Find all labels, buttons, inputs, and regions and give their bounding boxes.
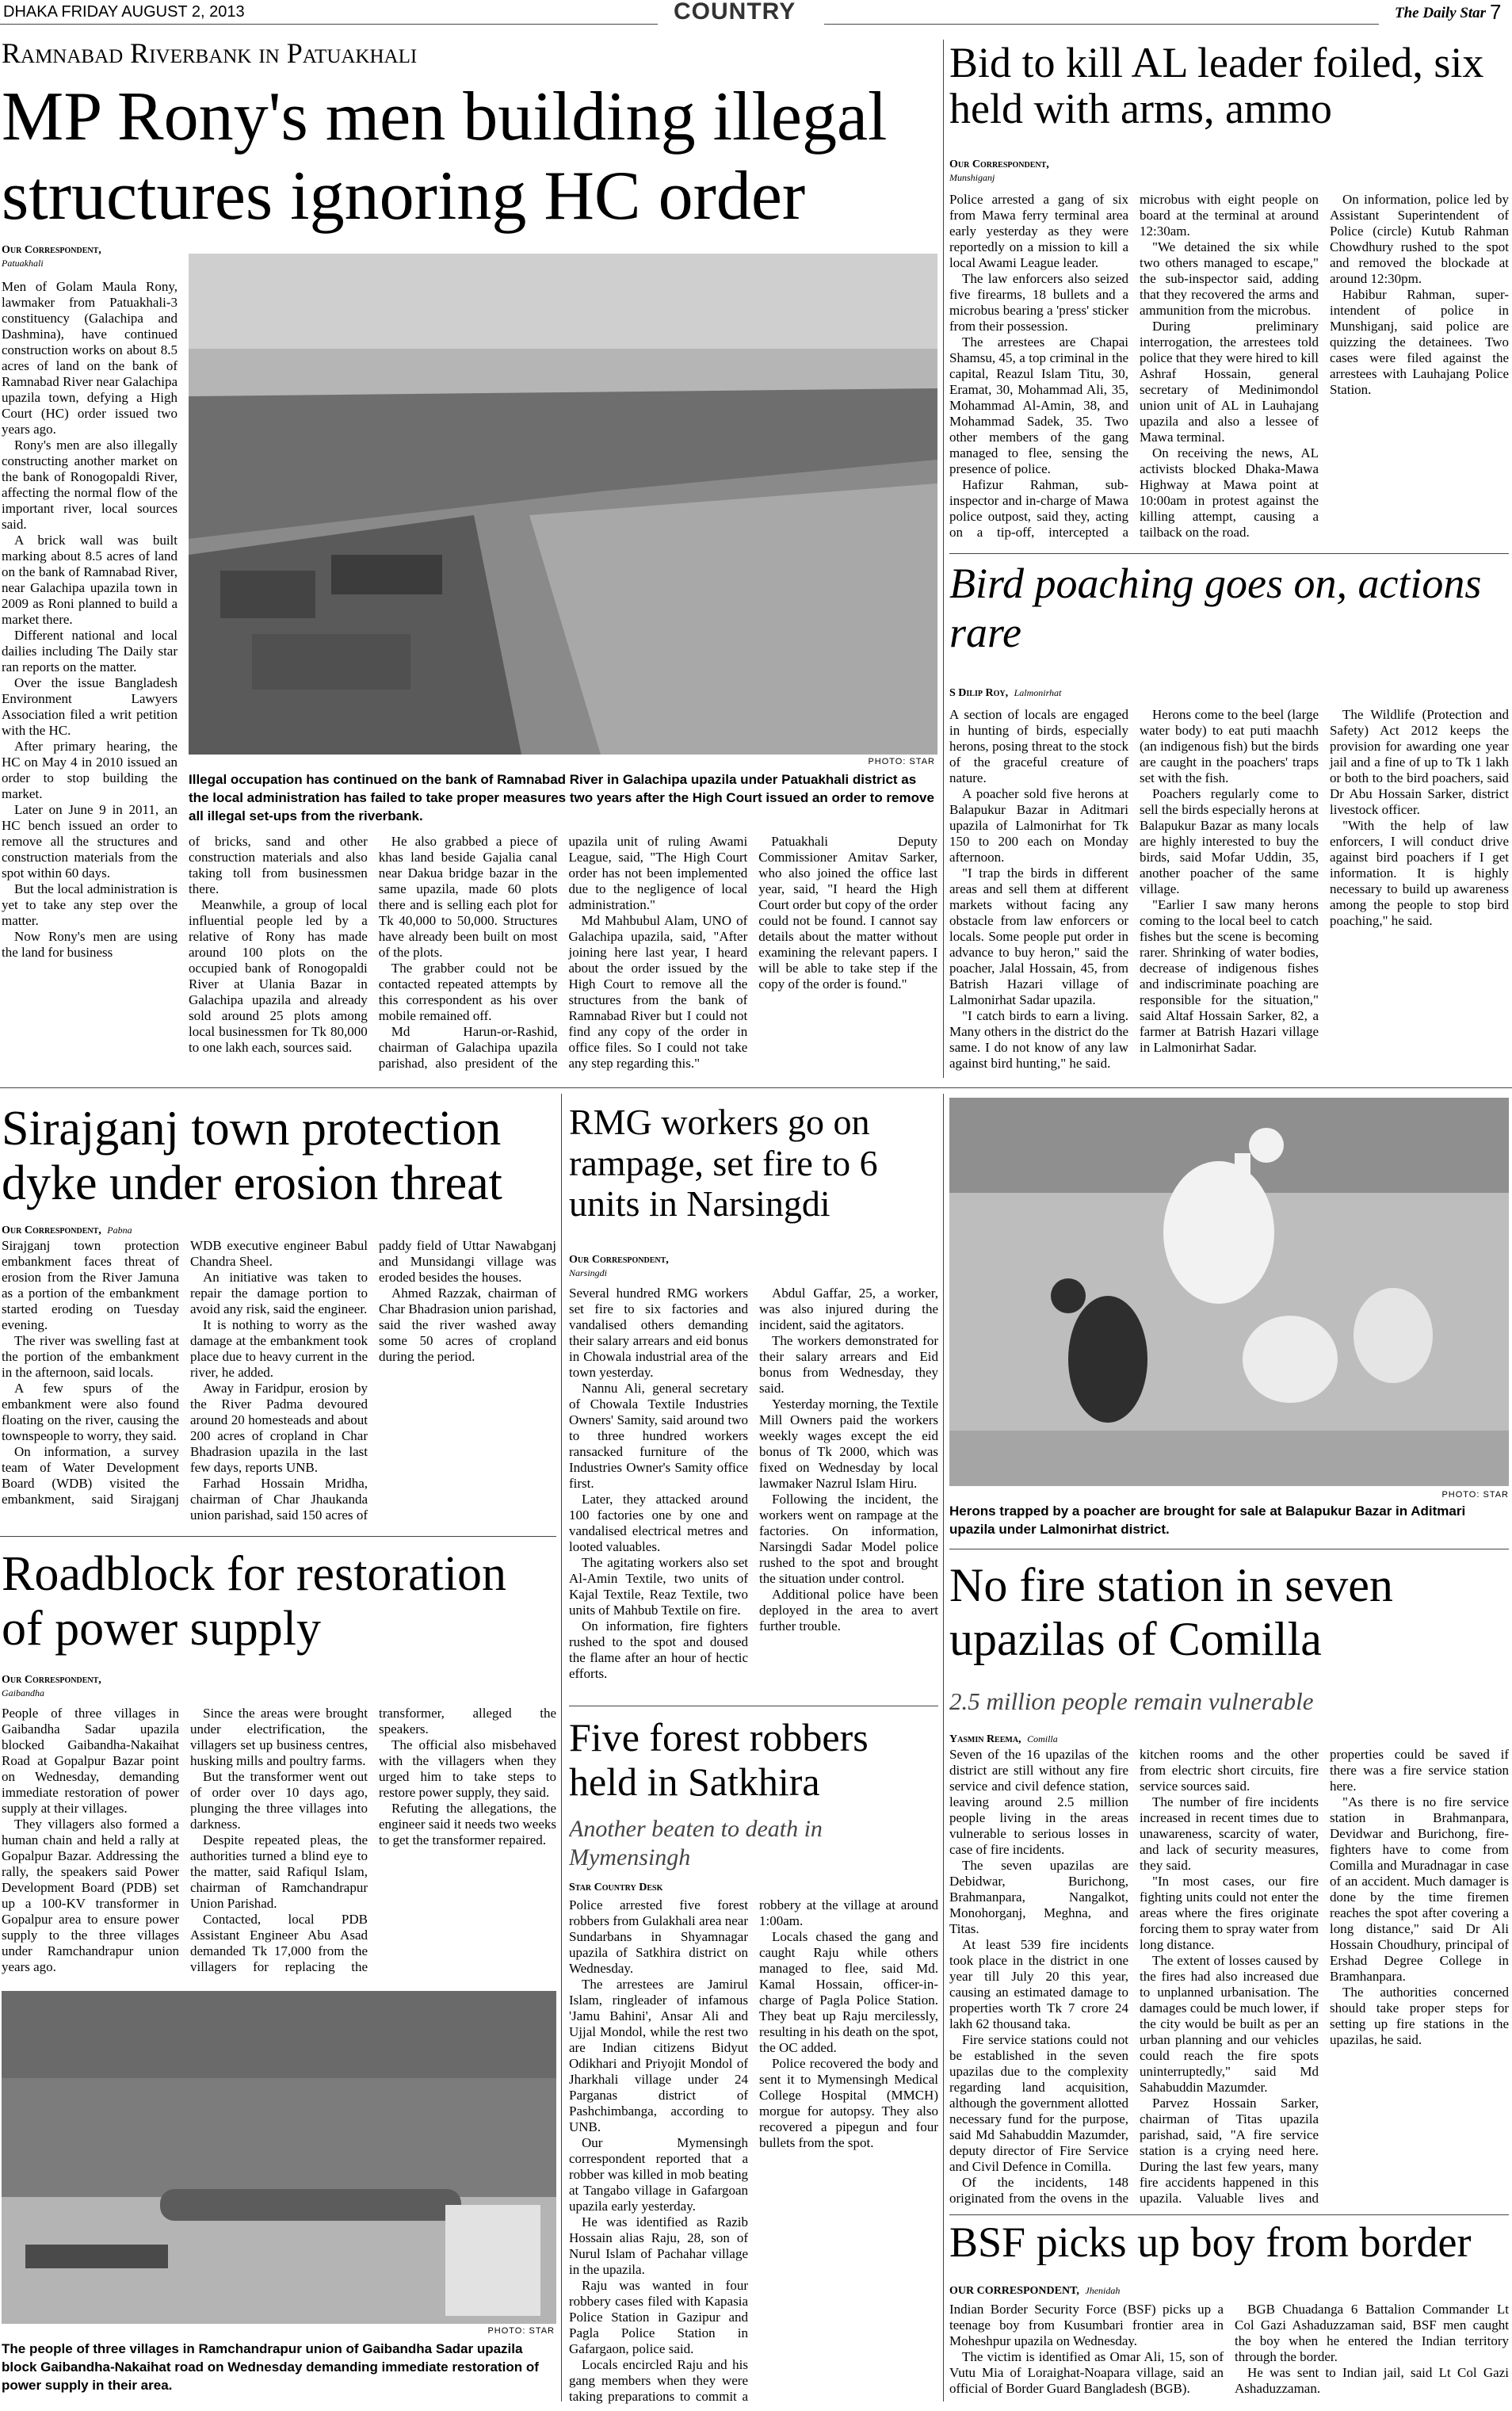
article9-byline [949,2284,1266,2298]
article1-body-bottom [189,834,937,1079]
article6-body [2,1706,556,1983]
article8-headline: No fire station in seven upazilas of Comilla [949,1559,1393,1666]
paragraph: They villagers also formed a human chain and held a rally at Gopalpur Bazar. Addressing the rally, the speakers said Power Development Board (PDB) set up a 100-KV transformer in Gopalpur area to ensure power supply to the three villages under Ramchandrapur union years ago. [2,1817,179,1974]
byline-location: Munshiganj [949,172,995,183]
paragraph: Locals encircled Raju and his gang members when they were taking preparations to commit a robbery at the village at around 1:00am. [569,1897,938,2404]
divider-article4 [0,1536,556,1537]
byline-name: Our Correspondent, [2,1225,101,1236]
paragraph: "As there is no fire service station in Brahmanpara, Devidwar and Burichong, fire-fighters have to come from Comilla and Muradnagar in case of an accident. Much damager is done by the time firemen reaches the spot after covering a long distance," said Dr Ali Hossain Choudhury, principal of Ershad Degree College in Bramhanpara. [1330,1794,1509,1984]
paragraph: Of the incidents, 148 originated from the ovens in the kitchen rooms and the other from electric short circuits, fire service sources said. [949,1747,1319,2206]
byline-name: Our Correspondent, [949,159,1049,170]
article8-subhead: 2.5 million people remain vulnerable [949,1688,1314,1715]
article5-body [569,1286,938,1682]
paragraph: The seven upazilas are Debidwar, Burichong, Brahmanpara, Nangalkot, Monohorganj, Meghna, and Titas. [949,1858,1128,1936]
paragraph: Later on June 9 in 2011, an HC bench issued an order to remove all the structures and construction materials from the spot within 60 days. [2,802,178,881]
paragraph: "Earlier I saw many herons coming to the local beel to catch fishes but the scene is becoming rarer. Shrinking of water bodies, decrease of indigenous fishes and indiscriminate poaching are responsible for the situation," said Altaf Hossain Sarker, 82, a farmer at Batrish Hazari village in Lalmonirhat Sadar. [1140,897,1319,1055]
divider-article2 [949,553,1509,554]
paragraph: After primary hearing, the HC on May 4 in 2010 issued an order to stop building the market. [2,739,178,801]
roadblock-illustration [2,1991,556,2324]
paragraph: But the local administration is yet to take any step over the matter. [2,881,178,928]
byline-location: Lalmonirhat [1014,687,1062,698]
paragraph: Herons come to the beel (large water body) to eat puti maachh (an indigenous fish) but the birds are caught in the poachers' traps set with the fish. [1140,707,1319,785]
byline-name: Yasmin Reema, [949,1733,1021,1745]
article1-headline: MP Rony's men building illegal structures ignoring HC order [2,78,888,235]
paragraph: Farhad Hossain Mridha, chairman of Char Jhaukanda union parishad, said 150 acres of paddy field of Uttar Nawabganj and Munsidangi village was eroded besides the houses. [190,1238,556,1523]
paragraph: Refuting the allegations, the engineer said it needs two weeks to get the transformer repaired. [379,1801,556,1847]
paragraph: The number of fire incidents increased in recent times due to unawareness, scarcity of water, and lack of security measures, they said. [1140,1794,1319,1873]
issue-date: DHAKA FRIDAY AUGUST 2, 2013 [3,3,245,21]
paragraph: BGB Chuadanga 6 Battalion Commander Lt Col Gazi Ashaduzzaman said, BSF men caught the boy when he entered the Indian territory through the border. [1235,2302,1509,2364]
herons-illustration [949,1098,1509,1486]
paragraph: The grabber could not be contacted repeated attempts by this correspondent as his over mobile remained off. [378,961,558,1023]
article4-byline [2,1224,192,1237]
paragraph: Md Harun-or-Rashid, chairman of Galachipa upazila parishad, also president of the upazila unit of ruling Awami League, said, "The High Court order has not been implemented due to the negligence of local administration." [378,834,748,1071]
paragraph: Men of Golam Maula Rony, lawmaker from Patuakhali-3 constituency (Galachipa and Dashmina), have continued construction works on about 8.5 acres of land on the bank of Ramnabad River near Galachipa upazila town, defying a High Court (HC) order issued two years ago. [2,279,178,437]
article4-headline: Sirajganj town protection dyke under erosion threat [2,1102,502,1211]
article1-photo [189,254,937,755]
paragraph: The victim is identified as Omar Ali, 15, son of Vutu Mia of Loraighat-Noapara village, said an official of Border Guard Bangladesh (BGB). [949,2349,1224,2396]
byline-location: Patuakhali [2,258,44,269]
article3-body [949,707,1509,1079]
newspaper-name: The Daily Star [1395,5,1487,21]
paragraph: Over the issue Bangladesh Environment Lawyers Association filed a writ petition with the HC. [2,675,178,738]
paragraph: On receiving the news, AL activists blocked Dhaka-Mawa Highway at Mawa point at 10:00am in protest against the killing attempt, causing a tailback on the road. [1140,445,1319,540]
paragraph: Md Mahbubul Alam, UNO of Galachipa upazila, said, "After joining here last year, I heard about the order issued by the High Court to remove all the structures from the bank of Ramnabad River but I could not find any copy of the order in office files. So I could not take any step regarding this." [568,913,748,1071]
paragraph: Abdul Gaffar, 25, a worker, was also injured during the incident, said the agitators. [759,1286,938,1332]
paragraph: Ahmed Razzak, chairman of Char Bhadrasion union parishad, said the river washed away some 50 acres of cropland during the period. [379,1286,556,1364]
paragraph: Later, they attacked around 100 factories one by one and vandalised electrical metres and looted valuables. [569,1492,748,1554]
paragraph: He was identified as Razib Hossain alias Raju, 28, son of Nurul Islam of Pachahar village in the upazila. [569,2214,748,2277]
paragraph: Police arrested five forest robbers from Gulakhali area near Sundarbans in Shyamnagar upazila of Satkhira district on Wednesday. [569,1897,748,1976]
paragraph: "With the help of law enforcers, I will conduct drive against bird poachers if I get information. It is highly necessary to build up awareness among the people to stop bird poaching," he said. [1330,818,1509,928]
paragraph: Contacted, local PDB Assistant Engineer Abu Asad demanded Tk 17,000 from the villagers for replacing the transformer, alleged the speakers. [190,1706,556,1974]
paragraph: Meanwhile, a group of local influential people led by a relative of Rony has made around 100 plots on the occupied bank of Ronogopaldi River at Ulania Bazar in Galachipa upazila and already sold around 25 plots among local businessmen for Tk 80,000 to one lakh each, sources said. [189,897,368,1055]
page-number: 7 [1490,0,1502,24]
article7-headline: Five forest robbers held in Satkhira [569,1715,869,1804]
paragraph: On information, a survey team of Water Development Board (WDB) visited the embankment, said Sirajganj WDB executive engineer Babul Chandra Sheel. [2,1238,368,1507]
article1-kicker: Ramnabad Riverbank in Patuakhali [2,38,418,69]
paragraph: Additional police have been deployed in the area to avert further trouble. [759,1587,938,1633]
article6-photo [2,1991,556,2324]
paragraph: He was sent to Indian jail, said Lt Col Gazi Ashaduzzaman. [1235,2365,1509,2396]
article6-photo-credit: PHOTO: STAR [487,2326,555,2336]
paragraph: But the transformer went out of order over 10 days ago, plunging the three villages into darkness. [190,1769,368,1832]
paragraph: Since the areas were brought under electrification, the villagers set up business centres, husking mills and poultry farms. [190,1706,368,1768]
paragraph: Patuakhali Deputy Commissioner Amitav Sarker, who also joined the office last year, said, "I heard the High Court order but copy of the order could not be found. I cannot say details about the matter without examining the relevant papers. I will be able to take step if the copy of the order is found." [758,834,937,992]
paragraph: Rony's men are also illegally constructing another market on the bank of Ronogopaldi River, affecting the normal flow of the important river, local sources said. [2,437,178,532]
masthead-rule-left [0,24,658,25]
paragraph: An initiative was taken to repair the damage portion to avoid any risk, said the engineer. [190,1270,368,1316]
paragraph: The arrestees are Chapai Shamsu, 45, a top criminal in the capital, Reazul Islam Titu, 30, Eramat, 30, Mohammad Ali, 35, Mohammad Al-Amin, 38, and Mohammad Sadek, 35. Two other members of the gang managed to flee, sensing the presence of police. [949,334,1128,476]
paragraph: A few spurs of the embankment were also found floating on the river, causing the townspeople to worry, they said. [2,1381,179,1443]
article7-body [569,1897,938,2406]
byline-location: Gaibandha [2,1687,44,1698]
paragraph: During preliminary interrogation, the arrestees told police that they were hired to kill Ashraf Hossain, general secretary of Medinimondol union unit of AL in Lauhajang upazila and also a lessee of Mawa terminal. [1140,319,1319,445]
paragraph: Poachers regularly come to sell the birds especially herons at Balapukur Bazar as many locals are highly interested to buy the birds, said Mofar Uddin, 35, another poacher of the same village. [1140,786,1319,896]
byline-name: Our Correspondent, [569,1254,669,1266]
paragraph: The river was swelling fast at the portion of the embankment in the afternoon, said locals. [2,1333,179,1380]
riverbank-market-illustration [189,254,937,755]
paragraph: Now Rony's men are using the land for business [2,929,178,960]
article1-body-left [2,279,178,1079]
article4-body [2,1238,556,1528]
article1-caption: Illegal occupation has continued on the bank of Ramnabad River in Galachipa upazila under Patuakhali district as the local administration has failed to take proper measures two years after the High Court issued an order to remove all illegal set-ups from the riverbank. [189,772,934,823]
divider-article8 [949,2214,1509,2215]
paragraph: Away in Faridpur, erosion by the River Padma devoured around 20 homesteads and about 200 acres of cropland in Char Bhadrasion upazila in the last few days, reports UNB. [190,1381,368,1475]
paragraph: Fire service stations could not be established in the seven upazilas due to the complexity regarding land acquisition, although the government allotted necessary fund for the purpose, said Md Sahabuddin Mazumder, deputy director of Fire Service and Civil Defence in Comilla. [949,2032,1128,2174]
paragraph: Police recovered the body and sent it to Mymensingh Medical College Hospital (MMCH) morgue for autopsy. They also recovered a pipegun and four bullets from the spot. [759,2056,938,2150]
divider-mid [0,1087,1512,1088]
byline-name: OUR CORRESPONDENT, [949,2285,1079,2297]
section-name: COUNTRY [674,0,796,25]
paragraph: At least 539 fire incidents took place in the district in one year till July 20 this year, causing an estimated damage to properties worth Tk 7 crore 24 lakh 62 thousand taka. [949,1937,1128,2031]
paragraph: The law enforcers also seized five firearms, 18 bullets and a microbus bearing a 'press' sticker from their possession. [949,271,1128,334]
article8-byline [949,1733,1132,1746]
article5-headline: RMG workers go on rampage, set fire to 6 units in Narsingdi [569,1102,878,1225]
article6-headline: Roadblock for restoration of power supply [2,1547,507,1656]
paragraph: A poacher sold five herons at Balapukur Bazar in Aditmari upazila of Lalmonirhat for Tk 150 to 200 each on Monday afternoon. [949,786,1128,865]
article1-byline [2,244,176,269]
paragraph: The workers demonstrated for their salary arrears and Eid bonus from Wednesday, they said. [759,1333,938,1396]
article8-body [949,1747,1509,2211]
divider-middle-right [943,1094,944,2401]
paragraph: Nannu Ali, general secretary of Chowala Textile Industries Owners' Samity, said around two to three hundred workers ransacked furniture of the Industries Owner's Samity office first. [569,1381,748,1491]
byline-name: Our Correspondent, [2,1674,101,1686]
paragraph: Police arrested a gang of six from Mawa ferry terminal area early yesterday as they were reportedly on a mission to kill a local Awami League leader. [949,192,1128,270]
paragraph: On information, police led by Assistant Superintendent of Police (circle) Kutub Rahman Chowdhury rushed to the spot and removed the blockade at around 12:30pm. [1330,192,1509,286]
paragraph: "I trap the birds in different areas and sell them at different markets without facing any obstacle from law enforcers or locals. Some people put order in advance to buy heron," said the poacher, Jalal Hossain, 45, from Batrish Hazari village of Lalmonirhat Sadar upazila. [949,865,1128,1007]
article3-photo-credit: PHOTO: STAR [1441,1490,1509,1500]
paragraph: "I catch birds to earn a living. Many others in the district do the same. I do not know of any law against bird hunting," he said. [949,1008,1128,1071]
article3-headline: Bird poaching goes on, actions rare [949,560,1482,656]
paragraph: Sirajganj town protection embankment faces threat of erosion from the River Jamuna as a portion of the embankment started eroding on Tuesday evening. [2,1238,179,1332]
paragraph: Habibur Rahman, super-intendent of police in Munshiganj, said police are quizzing the detainees. Two cases were filed against the arrestees with Lauhajang Police Station. [1330,287,1509,397]
byline-location: Jhenidah [1085,2285,1121,2296]
byline-name: S Dilip Roy, [949,687,1009,699]
paragraph: Our Mymensingh correspondent reported that a robber was killed in mob beating at Tangabo village in Gafargoan upazila early yesterday. [569,2135,748,2214]
paragraph: The official also misbehaved with the villagers when they urged him to take steps to restore power supply, they said. [379,1737,556,1800]
paragraph: He also grabbed a piece of khas land beside Gajalia canal near Dakua bridge bazar in the same upazila, made 60 plots there and is selling each plot for Tk 40,000 to 50,000. Structures have already been built on most of the plots. [378,834,558,960]
article3-photo [949,1098,1509,1486]
paragraph: Yesterday morning, the Textile Mill Owners paid the workers weekly wages except the eid bonus of Tk 2000, which was fixed on Wednesday by local lawmaker Nazrul Islam Hiru. [759,1397,938,1491]
paragraph: The authorities concerned should take proper steps for setting up fire stations in the upazilas, he said. [1330,1985,1509,2047]
masthead-rule-right [824,24,1379,25]
paragraph: Several hundred RMG workers set fire to six factories and vandalised others demanding their salary arrears and eid bonus in Chowala industrial area of the town yesterday. [569,1286,748,1380]
divider-middle-left [561,1094,562,2401]
article2-headline: Bid to kill AL leader foiled, six held with arms, ammo [949,40,1484,132]
article7-byline: Star Country Desk [569,1882,663,1893]
paragraph: "In most cases, our fire fighting units could not enter the areas where the fires originate forcing them to spray water from long distance. [1140,1874,1319,1952]
paragraph: The extent of losses caused by the fires had also increased due to unplanned urbanisation. The damages could be much lower, if the city would be built as per an urban planning and our vehicles could reach the fire spots uninterruptedly," said Md Sahabuddin Mazumder. [1140,1953,1319,2095]
paragraph: "We detained the six while two others managed to escape," the sub-inspector said, adding that they recovered the arms and ammunition from the microbus. [1140,239,1319,318]
paragraph: Following the incident, the workers went on rampage at the factories. On information, Narsingdi Sadar Model police rushed to the spot and brought the situation under control. [759,1492,938,1586]
paragraph: Raju was wanted in four robbery cases filed with Kapasia Police Station in Gazipur and Pagla Police Station in Gafargaon, police said. [569,2278,748,2356]
article5-byline [569,1254,743,1279]
article1-photo-credit: PHOTO: STAR [868,757,935,766]
article3-caption: Herons trapped by a poacher are brought for sale at Balapukur Bazar in Aditmari upazila under Lalmonirhat district. [949,1504,1466,1537]
paragraph: It is nothing to worry as the damage at the embankment took place due to heavy current in the river, he added. [190,1317,368,1380]
article3-byline [949,686,1266,700]
article9-body [949,2302,1509,2406]
paragraph: Hafizur Rahman, sub-inspector and in-charge of Mawa police outpost, said they, acting on a tip-off, intercepted a microbus with eight people on board at the terminal at around 12:30am. [949,192,1319,540]
paragraph: A brick wall was built marking about 8.5 acres of land on the bank of Ramnabad River, near Galachipa upazila town in 2009 as Roni planned to build a market there. [2,533,178,627]
paragraph: A section of locals are engaged in hunting of birds, especially herons, posing threat to the stock of the graceful creature of nature. [949,707,1128,785]
paragraph: Seven of the 16 upazilas of the district are still without any fire service and civil defence station, leaving around 2.5 million people living in the areas vulnerable to serious losses in case of fire incidents. [949,1747,1128,1857]
paragraph: of bricks, sand and other construction materials and also taking toll from businessmen there. [189,834,368,896]
paragraph: People of three villages in Gaibandha Sadar upazila blocked Gaibandha-Nakaihat Road at Gopalpur Bazar point on Wednesday, demanding immediate restoration of power supply at their villages. [2,1706,179,1816]
paragraph: Locals chased the gang and caught Raju while others managed to flee, said Md. Kamal Hossain, officer-in-charge of Pagla Police Station. They beat up Raju mercilessly, resulting in his death on the spot, the OC added. [759,1929,938,2055]
paragraph: Different national and local dailies including The Daily star ran reports on the matter. [2,628,178,674]
article2-body [949,192,1509,548]
article6-caption: The people of three villages in Ramchandrapur union of Gaibandha Sadar upazila block Gaibandha-Nakaihat road on Wednesday demanding immediate restoration of power supply in their area. [2,2341,539,2393]
divider-top [943,40,944,1078]
paragraph: On information, fire fighters rushed to the spot and doused the flame after an hour of hectic efforts. [569,1618,748,1681]
byline-name: Our Correspondent, [2,244,101,256]
paragraph: The Wildlife (Protection and Safety) Act 2012 keeps the provision for awarding one year jail and a fine of up to Tk 1 lakh or both to the bird poachers, said Dr Abu Hossain Sarker, district livestock officer. [1330,707,1509,817]
byline-location: Comilla [1027,1733,1058,1744]
paragraph: Indian Border Security Force (BSF) picks up a teenage boy from Kusumbari frontier area in Moheshpur upazila on Wednesday. [949,2302,1224,2348]
paragraph: The agitating workers also set Al-Amin Textile, two units of Kajal Textile, Reaz Textile, two units of Mahbub Textile on fire. [569,1555,748,1618]
article9-headline: BSF picks up boy from border [949,2219,1472,2266]
byline-location: Pabna [107,1225,132,1236]
article7-subhead: Another beaten to death in Mymensingh [569,1816,823,1870]
paragraph: Despite repeated pleas, the authorities turned a blind eye to the matter, said Rafiqul Islam, chairman of Ramchandrapur Union Parishad. [190,1832,368,1911]
paragraph: Parvez Hossain Sarker, chairman of Titas upazila parishad, said, "A fire service station is a crying need here. During the last few years, many fire accidents happened in this upazila. Valuable lives and properties could be saved if there was a fire service station here. [1140,1747,1509,2206]
article2-byline [949,159,1124,184]
byline-location: Narsingdi [569,1267,608,1278]
paragraph: The arrestees are Jamirul Islam, ringleader of infamous 'Jamu Bahini', Ansar Ali and Ujjal Mondol, while the rest two are Indian citizens Bidyut Odikhari and Priyojit Mondol of Jharkhali village under 24 Parganas district of Pashchimbanga, according to UNB. [569,1977,748,2134]
article6-byline [2,1674,176,1699]
